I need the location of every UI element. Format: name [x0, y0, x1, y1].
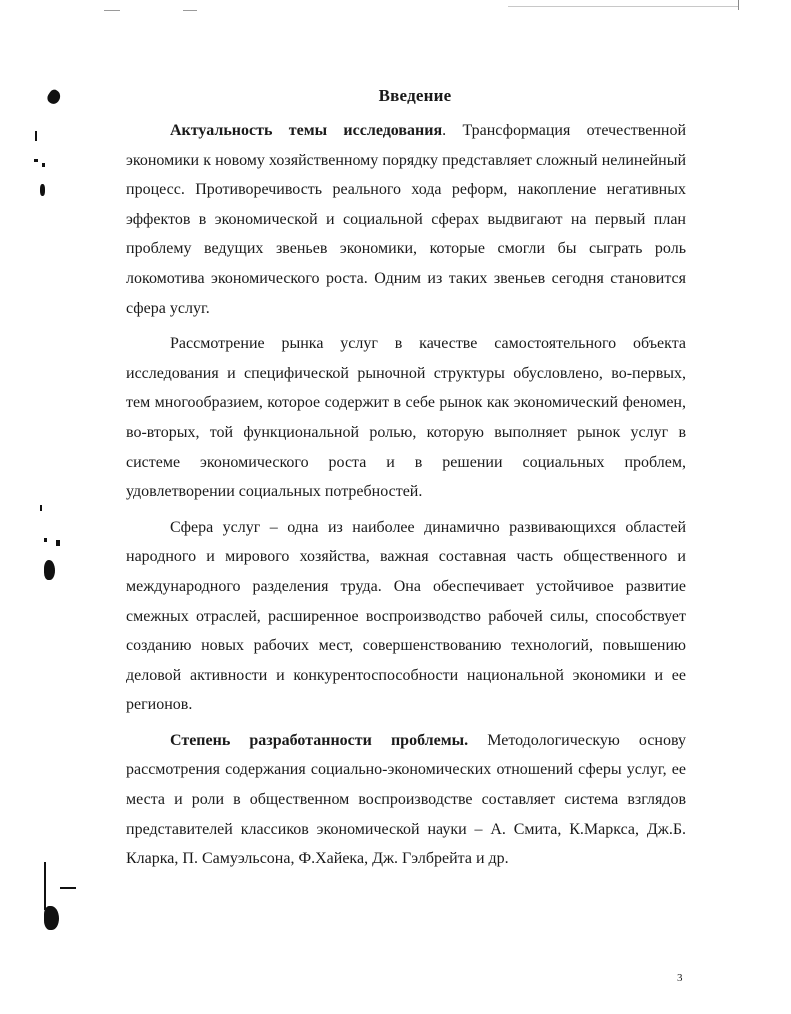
scan-edge-marks: [0, 0, 791, 14]
paragraph-lead: Актуальность темы исследования: [170, 122, 443, 139]
document-page: [126, 86, 686, 874]
paragraph-text: Сфера услуг – одна из наиболее динамично развивающихся областей народного и мирового хозяйства, важная составная часть общественного и международного разделения труда. Она обеспечивает устойчивое развитие смежных отраслей, расширенное воспроизводство рабочей силы, способствует созданию новых рабочих мест, совершенствованию технологий, повышению деловой активности и конкурентоспособности национальной экономики и ее регионов.: [126, 518, 686, 714]
section-title: Введение: [378, 86, 452, 105]
paragraph-relevance: [126, 116, 686, 323]
page-number: 3: [677, 972, 683, 984]
paragraph-text: Рассмотрение рынка услуг в качестве самостоятельного объекта исследования и специфической рыночной структуры обусловлено, во-первых, тем многообразием, которое содержит в себе рынок как экономический феномен, во-вторых, той функциональной ролью, которую выполняет рынок услуг в системе экономического роста и в решении социальных проблем, удовлетворении социальных потребностей.: [126, 335, 686, 501]
paragraph-lead: Степень разработанности проблемы.: [170, 731, 469, 749]
paragraph-development-degree: [126, 726, 686, 874]
paragraph-text: . Трансформация отечественной экономики к новому хозяйственному порядку представляет сложный нелинейный процесс. Противоречивость реального хода реформ, накопление негативных эффектов в экономической и социальной сферах выдвигают на первый план проблему ведущих звеньев экономики, которые смогли бы сыграть роль локомотива экономического роста. Одним из таких звеньев сегодня становится сфера услуг.: [126, 122, 686, 317]
paragraph-services: [126, 513, 686, 720]
paragraph-text: Методологическую основу рассмотрения содержания социально-экономических отношений сферы услуг, ее места и роли в общественном воспроизводстве составляет система взглядов представителей классиков экономической науки – А. Смита, К.Маркса, Дж.Б. Кларка, П. Самуэльсона, Ф.Хайека, Дж. Гэлбрейта и др.: [126, 731, 686, 868]
paragraph-market: [126, 329, 686, 507]
